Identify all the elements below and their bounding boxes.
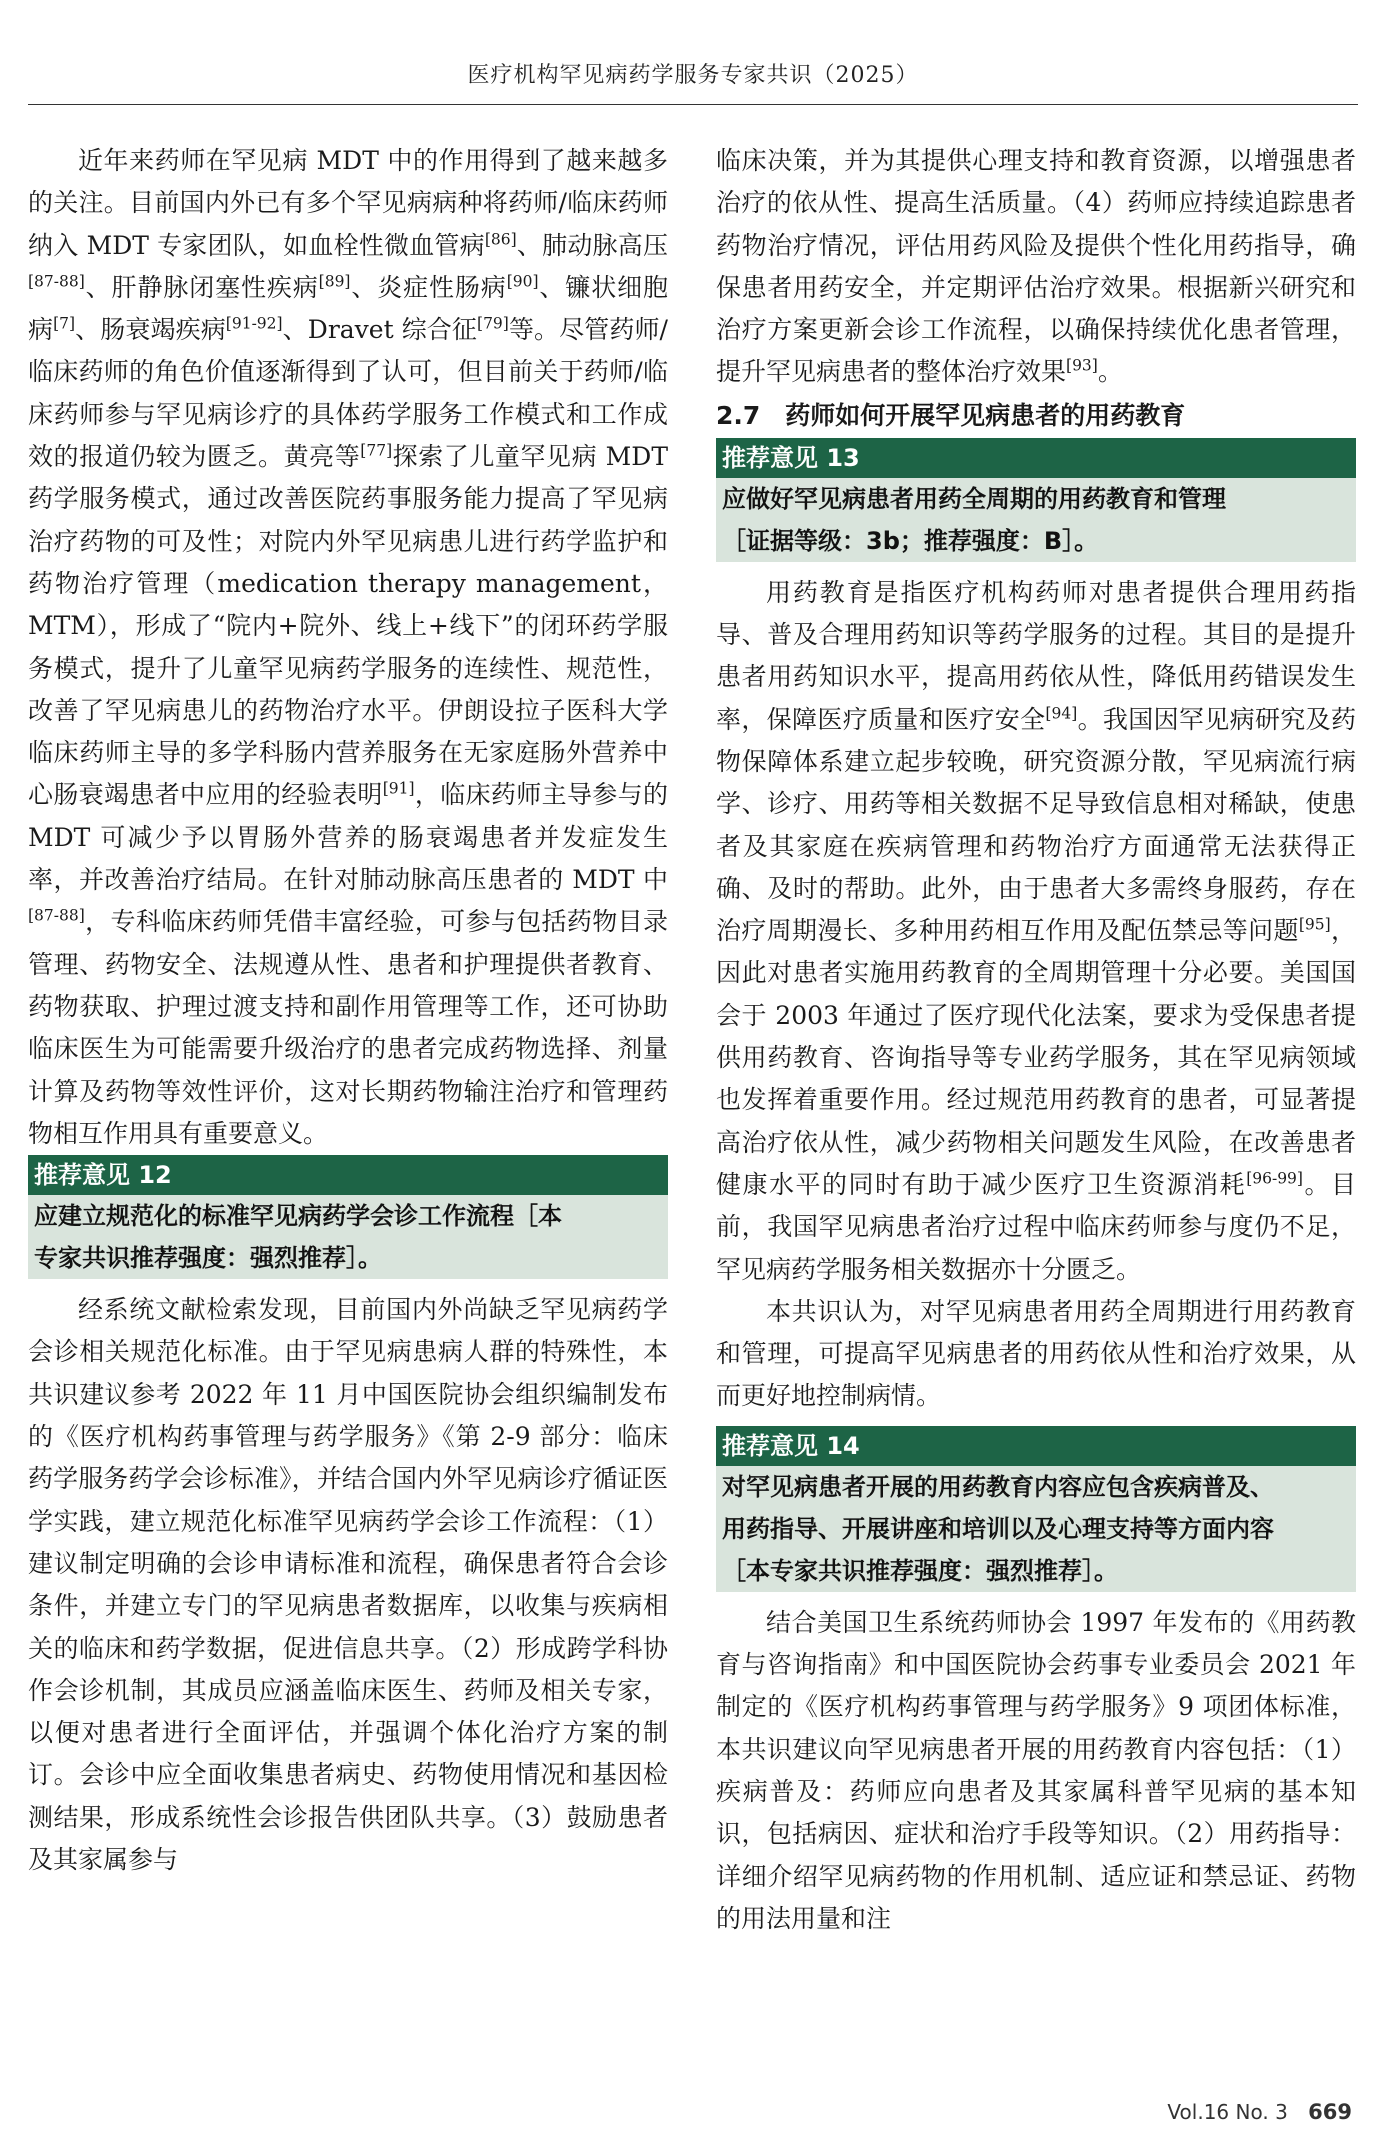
text: 等。尽管药师/临床药师的角色价值逐渐得到了认可，但目前关于药师/临床药师参与罕见病诊疗的具体药学服务工作模式和工作成效的报道仍较为匮乏。黄亮等: [28, 315, 668, 472]
text: ，因此对患者实施用药教育的全周期管理十分必要。美国国会于 2003 年通过了医疗现代化法案，要求为受保患者提供用药教育、咨询指导等专业药学服务，其在罕见病领域也发挥着重要作用。经过规范用药教育的患者，可显著提高治疗依从性，减少药物相关问题发生风险，在改善患者健康水平的同时有助于减少医疗卫生资源消耗: [716, 916, 1356, 1199]
citation[interactable]: [93]: [1066, 356, 1098, 375]
citation[interactable]: [86]: [484, 229, 517, 248]
recommendation-13-box: [716, 478, 1356, 562]
text: 。目前，我国罕见病患者治疗过程中临床药师参与度仍不足，罕见病药学服务相关数据亦十分匮乏。: [716, 1169, 1356, 1284]
citation[interactable]: [87-88]: [28, 272, 85, 291]
recommendation-12-box: [28, 1195, 668, 1279]
recommendation-line: ［本专家共识推荐强度：强烈推荐］。: [722, 1556, 1118, 1585]
page-number: 669: [1308, 2100, 1352, 2124]
recommendation-13-label: 推荐意见 13: [716, 438, 1356, 478]
text: 、肺动脉高压: [516, 230, 668, 260]
text: ，专科临床药师凭借丰富经验，可参与包括药物目录管理、药物安全、法规遵从性、患者和护理提供者教育、药物获取、护理过渡支持和副作用管理等工作，还可协助临床医生为可能需要升级治疗的患者完成药物选择、剂量计算及药物等效性评价，这对长期药物输注治疗和管理药物相互作用具有重要意义。: [28, 907, 668, 1148]
left-paragraph-2: 经系统文献检索发现，目前国内外尚缺乏罕见病药学会诊相关规范化标准。由于罕见病患病人群的特殊性，本共识建议参考 2022 年 11 月中国医院协会组织编制发布的《医疗机构药事管理与药学服务》《第 2-9 部分：临床药学服务药学会诊标准》，并结合国内外罕见病诊疗循证医学实践，建立规范化标准罕见病药学会诊工作流程：（1）建议制定明确的会诊申请标准和流程，确保患者符合会诊条件，并建立专门的罕见病患者数据库，以收集与疾病相关的临床和药学数据，促进信息共享。（2）形成跨学科协作会诊机制，其成员应涵盖临床医生、药师及相关专家，以便对患者进行全面评估，并强调个体化治疗方案的制订。会诊中应全面收集患者病史、药物使用情况和基因检测结果，形成系统性会诊报告供团队共享。（3）鼓励患者及其家属参与: [28, 1295, 668, 1874]
citation[interactable]: [89]: [318, 272, 351, 291]
text: 、肠衰竭疾病: [75, 315, 226, 345]
citation[interactable]: [91]: [382, 779, 415, 798]
citation[interactable]: [87-88]: [28, 906, 85, 925]
right-column: [716, 140, 1356, 1940]
recommendation-line: 应做好罕见病患者用药全周期的用药教育和管理: [722, 484, 1226, 513]
header-rule: [28, 104, 1358, 105]
right-paragraph-2: [716, 572, 1356, 1291]
recommendation-line: 专家共识推荐强度：强烈推荐］。: [34, 1244, 382, 1273]
text: 探索了儿童罕见病 MDT 药学服务模式，通过改善医院药事服务能力提高了罕见病治疗药物的可及性；对院内外罕见病患儿进行药学监护和药物治疗管理（medication therapy management，MTM），形成了“院内+院外、线上+线下”的闭环药学服务模式，提升了儿童罕见病药学服务的连续性、规范性，改善了罕见病患儿的药物治疗水平。伊朗设拉子医科大学临床药师主导的多学科肠内营养服务在无家庭肠外营养中心肠衰竭患者中应用的经验表明: [28, 442, 668, 810]
citation[interactable]: [95]: [1298, 915, 1331, 934]
right-paragraph-4: 结合美国卫生系统药师协会 1997 年发布的《用药教育与咨询指南》和中国医院协会药事专业委员会 2021 年制定的《医疗机构药事管理与药学服务》9 项团体标准，本共识建议向罕见病患者开展的用药教育内容包括：（1）疾病普及：药师应向患者及其家属科普罕见病的基本知识，包括病因、症状和治疗手段等知识。（2）用药指导：详细介绍罕见病药物的作用机制、适应证和禁忌证、药物的用法用量和注: [716, 1607, 1356, 1933]
text: 、炎症性肠病: [350, 272, 507, 302]
running-header: 医疗机构罕见病药学服务专家共识（2025）: [467, 63, 919, 88]
text: 、镰状细胞病: [28, 272, 668, 345]
citation[interactable]: [90]: [506, 272, 539, 291]
volume-issue: Vol.16 No. 3: [1167, 2100, 1288, 2124]
text: 。我国因罕见病研究及药物保障体系建立起步较晚，研究资源分散，罕见病流行病学、诊疗、用药等相关数据不足导致信息相对稀缺，使患者及其家庭在疾病管理和药物治疗方面通常无法获得正确、及时的帮助。此外，由于患者大多需终身服药，存在治疗周期漫长、多种用药相互作用及配伍禁忌等问题: [716, 704, 1356, 946]
right-paragraph-1: [716, 140, 1356, 394]
recommendation-line: 对罕见病患者开展的用药教育内容应包含疾病普及、: [722, 1472, 1274, 1501]
text: ，临床药师主导参与的 MDT 可减少予以胃肠外营养的肠衰竭患者并发症发生率，并改善治疗结局。在针对肺动脉高压患者的 MDT 中: [28, 780, 668, 895]
left-paragraph-1: [28, 140, 668, 1155]
citation[interactable]: [91-92]: [225, 314, 283, 333]
text: 用药教育是指医疗机构药师对患者提供合理用药指导、普及合理用药知识等药学服务的过程。其目的是提升患者用药知识水平，提高用药依从性，降低用药错误发生率，保障医疗质量和医疗安全: [716, 577, 1356, 734]
text: 。: [1097, 357, 1123, 387]
recommendation-line: 应建立规范化的标准罕见病药学会诊工作流程［本: [34, 1202, 562, 1231]
citation[interactable]: [94]: [1045, 704, 1078, 723]
page-footer: [1167, 2100, 1352, 2124]
recommendation-line: 用药指导、开展讲座和培训以及心理支持等方面内容: [722, 1514, 1274, 1543]
right-paragraph-3: 本共识认为，对罕见病患者用药全周期进行用药教育和管理，可提高罕见病患者的用药依从性和治疗效果，从而更好地控制病情。: [716, 1296, 1356, 1411]
text: 近年来药师在罕见病 MDT 中的作用得到了越来越多的关注。目前国内外已有多个罕见病病种将药师/临床药师纳入 MDT 专家团队，如血栓性微血管病: [28, 146, 668, 260]
recommendation-14-label: 推荐意见 14: [716, 1426, 1356, 1466]
text: 临床决策，并为其提供心理支持和教育资源，以增强患者治疗的依从性、提高生活质量。（4）药师应持续追踪患者药物治疗情况，评估用药风险及提供个性化用药指导，确保患者用药安全，并定期评估治疗效果。根据新兴研究和治疗方案更新会诊工作流程，以确保持续优化患者管理，提升罕见病患者的整体治疗效果: [716, 146, 1356, 387]
recommendation-14-box: [716, 1466, 1356, 1592]
recommendation-line: ［证据等级：3b；推荐强度：B］。: [722, 526, 1099, 555]
citation[interactable]: [79]: [477, 314, 509, 333]
recommendation-12-label: 推荐意见 12: [28, 1155, 668, 1195]
section-heading: 2.7 药师如何开展罕见病患者的用药教育: [716, 400, 1186, 430]
text: 、Dravet 综合征: [282, 315, 478, 345]
citation[interactable]: [96-99]: [1246, 1169, 1303, 1188]
left-column: [28, 140, 668, 1881]
citation[interactable]: [7]: [53, 314, 76, 333]
citation[interactable]: [77]: [360, 441, 393, 460]
text: 、肝静脉闭塞性疾病: [84, 272, 319, 302]
